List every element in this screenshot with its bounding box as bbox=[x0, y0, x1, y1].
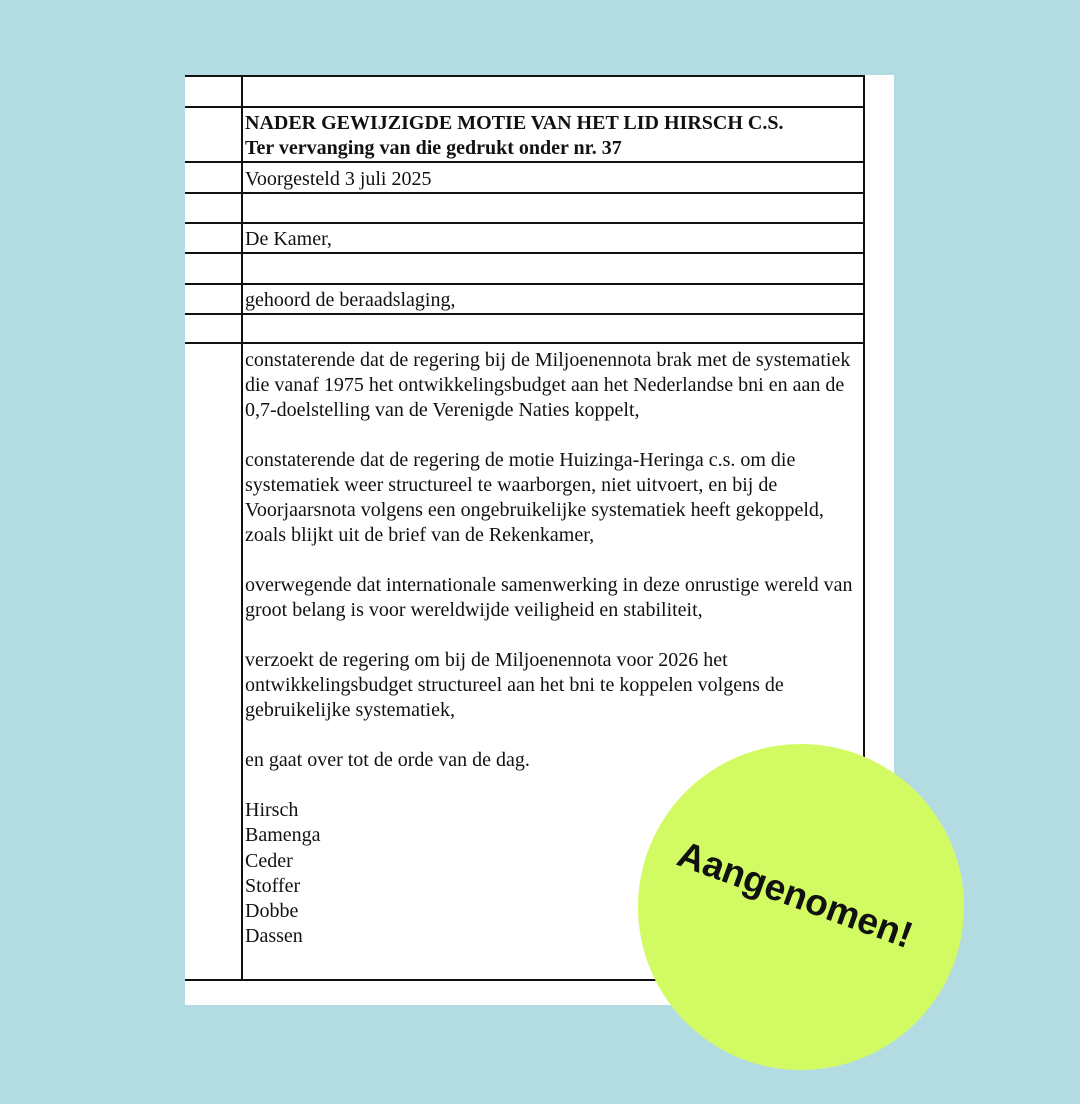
paragraph: verzoekt de regering om bij de Miljoenennota voor 2026 het ontwikkelingsbudget structureel aan het bni te koppelen volgens de gebruikelijke systematiek, bbox=[245, 649, 784, 721]
row-divider bbox=[185, 106, 865, 108]
signer-name: Ceder bbox=[245, 849, 293, 872]
signer-name: Stoffer bbox=[245, 874, 301, 897]
salutation: De Kamer, bbox=[245, 228, 332, 250]
motion-subtitle: Ter vervanging van die gedrukt onder nr. 37 bbox=[245, 137, 622, 159]
signer-name: Hirsch bbox=[245, 799, 299, 821]
row-divider bbox=[185, 161, 865, 163]
row-divider bbox=[185, 75, 865, 77]
proposed-date: Voorgesteld 3 juli 2025 bbox=[245, 168, 432, 190]
heard-line: gehoord de beraadslaging, bbox=[245, 289, 456, 311]
paragraph: overwegende dat internationale samenwerking in deze onrustige wereld van groot belang is voor wereldwijde veiligheid en stabiliteit, bbox=[245, 574, 853, 621]
column-divider bbox=[241, 75, 243, 979]
signer-name: Bamenga bbox=[245, 824, 321, 847]
row-divider bbox=[185, 192, 865, 194]
adopted-sticker bbox=[638, 744, 964, 1070]
row-divider bbox=[185, 252, 865, 254]
motion-title-block bbox=[245, 111, 861, 161]
row-divider bbox=[185, 283, 865, 285]
paragraph: constaterende dat de regering de motie Huizinga-Heringa c.s. om die systematiek weer structureel te waarborgen, niet uitvoert, en bij de Voorjaarsnota volgens een ongebruikelijke systematiek heeft gekoppeld, zoals blijkt uit de brief van de Rekenkamer, bbox=[245, 449, 824, 546]
paragraph: constaterende dat de regering bij de Miljoenennota brak met de systematiek die vanaf 1975 het ontwikkelingsbudget aan het Nederlandse bni en aan de 0,7-doelstelling van de Verenigde Naties koppelt, bbox=[245, 349, 851, 421]
row-divider bbox=[185, 222, 865, 224]
signer-name: Dassen bbox=[245, 925, 303, 948]
motion-title: NADER GEWIJZIGDE MOTIE VAN HET LID HIRSCH C.S. bbox=[245, 112, 784, 134]
adopted-label: Aangenomen! bbox=[672, 833, 919, 956]
row-divider bbox=[185, 313, 865, 315]
row-divider bbox=[185, 342, 865, 344]
paragraph: en gaat over tot de orde van de dag. bbox=[245, 749, 530, 771]
signer-name: Dobbe bbox=[245, 900, 299, 923]
